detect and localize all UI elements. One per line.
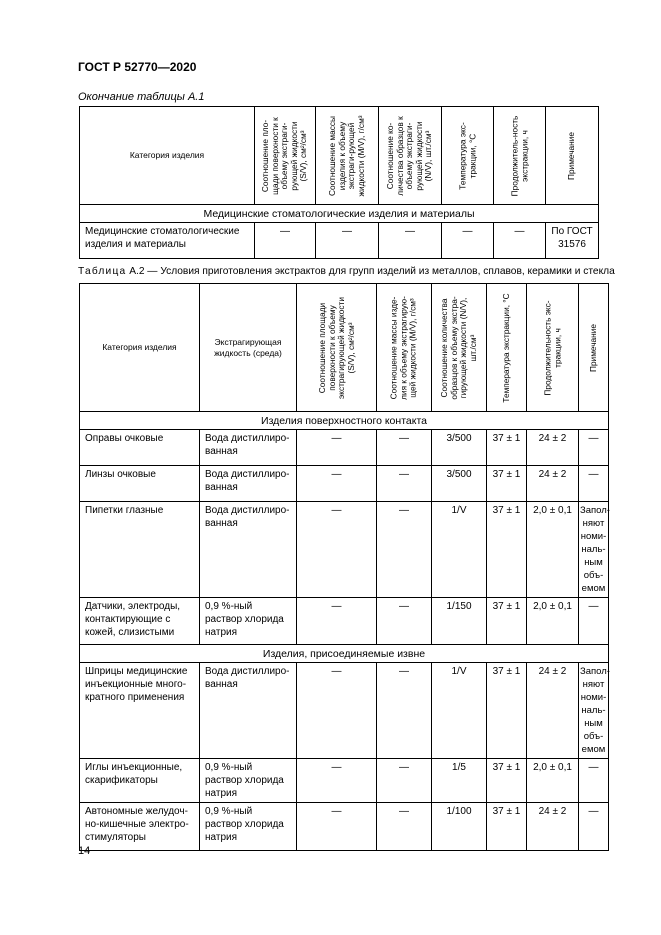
- table2-cell-duration: 2,0 ± 0,1: [527, 759, 579, 803]
- table2-section-row: [80, 645, 609, 663]
- table2-cell-medium: 0,9 %-ный раствор хлорида натрия: [200, 803, 297, 851]
- table2-header-note-text: Примечание: [587, 323, 598, 372]
- table-row: [80, 663, 609, 759]
- table2-cell-nv: 1/V: [432, 502, 487, 598]
- table-row: [80, 803, 609, 851]
- table2-cell-mv: —: [377, 663, 432, 759]
- table2-cell-duration: 2,0 ± 0,1: [527, 502, 579, 598]
- table2-cell-sv: —: [297, 759, 377, 803]
- table1-section-row: [80, 205, 599, 223]
- table2-header-nv: [432, 284, 487, 412]
- table1-header-duration-text: Продолжитель-ность экстракции, ч: [508, 115, 529, 196]
- table2-cell-category: Пипетки глазные: [80, 502, 200, 598]
- table2-cell-note: Запол-няют номи-наль-ным объ-емом: [579, 663, 609, 759]
- table2-section-title: Изделия поверхностного контакта: [80, 412, 609, 430]
- table1-header-nv: [379, 107, 442, 205]
- table2-cell-note: —: [579, 803, 609, 851]
- table2: [79, 283, 609, 851]
- table1-cell-note: По ГОСТ 31576: [546, 223, 599, 259]
- table1-caption: Окончание таблицы А.1: [78, 91, 205, 103]
- table-row: [80, 502, 609, 598]
- table2-cell-duration: 2,0 ± 0,1: [527, 598, 579, 645]
- table-row: [80, 598, 609, 645]
- table2-header-sv-text: Соотношение площади поверхности к объему экстрагирующей жидкости (S/V), см²/см³: [316, 296, 356, 399]
- table2-cell-temp: 37 ± 1: [487, 502, 527, 598]
- table1-header-row: [80, 107, 599, 205]
- table2-cell-duration: 24 ± 2: [527, 466, 579, 502]
- table2-cell-temp: 37 ± 1: [487, 803, 527, 851]
- table2-header-medium: Экстрагирующая жидкость (среда): [200, 284, 297, 412]
- table2-cell-medium: 0,9 %-ный раствор хлорида натрия: [200, 759, 297, 803]
- table2-cell-temp: 37 ± 1: [487, 430, 527, 466]
- table2-header-sv: [297, 284, 377, 412]
- table2-cell-sv: —: [297, 598, 377, 645]
- table2-cell-mv: —: [377, 502, 432, 598]
- table2-cell-sv: —: [297, 663, 377, 759]
- table2-caption-text: А.2 — Условия приготовления экстрактов для групп изделий из металлов, сплавов, керамики и стекла: [129, 266, 615, 277]
- table2-header-mv: [377, 284, 432, 412]
- table1-header-mv-text: Соотношение массы изделия к объему экстраги-рующей жидкости (M/V), г/см³: [326, 114, 366, 197]
- table2-cell-note: —: [579, 759, 609, 803]
- table2-header-duration-text: Продолжительность экс-тракции, ч: [541, 299, 562, 396]
- table2-cell-category: Иглы инъекционные, скарификаторы: [80, 759, 200, 803]
- table2-cell-medium: Вода дистиллиро-ванная: [200, 502, 297, 598]
- table2-cell-note: Запол-няют номи-наль-ным объ-емом: [579, 502, 609, 598]
- table2-cell-medium: Вода дистиллиро-ванная: [200, 430, 297, 466]
- table2-header-nv-text: Соотношение количества образцов к объему экстра-гирующей жидкости (N/V), шт./см³: [438, 295, 478, 400]
- table1-header-sv: [255, 107, 316, 205]
- table2-cell-nv: 3/500: [432, 466, 487, 502]
- table2-cell-duration: 24 ± 2: [527, 663, 579, 759]
- table2-cell-temp: 37 ± 1: [487, 598, 527, 645]
- table1-header-note: [546, 107, 599, 205]
- table1-header-temp-text: Температура экс-тракции, °С: [456, 121, 477, 190]
- table2-cell-category: Оправы очковые: [80, 430, 200, 466]
- table2-header-category: Категория изделия: [80, 284, 200, 412]
- table2-cell-temp: 37 ± 1: [487, 663, 527, 759]
- table2-cell-category: Шприцы медицинские инъекционные много-кратного применения: [80, 663, 200, 759]
- table2-cell-sv: —: [297, 466, 377, 502]
- table2-cell-nv: 1/150: [432, 598, 487, 645]
- table1-header-duration: [494, 107, 546, 205]
- table1-cell-mv: —: [316, 223, 379, 259]
- table2-cell-nv: 3/500: [432, 430, 487, 466]
- table1: [79, 106, 599, 259]
- table2-cell-medium: Вода дистиллиро-ванная: [200, 466, 297, 502]
- table1-cell-duration: —: [494, 223, 546, 259]
- table1-header-mv: [316, 107, 379, 205]
- table-row: [80, 430, 609, 466]
- table2-cell-note: —: [579, 598, 609, 645]
- table2-cell-nv: 1/100: [432, 803, 487, 851]
- table1-header-nv-text: Соотношение ко-личества образцов к объему экстраги-рующей жидкости (N/V), шт./см³: [385, 115, 434, 196]
- table2-header-duration: [527, 284, 579, 412]
- table2-cell-nv: 1/V: [432, 663, 487, 759]
- table-row: [80, 223, 599, 259]
- table1-section-title: Медицинские стоматологические изделия и материалы: [80, 205, 599, 223]
- table-row: [80, 466, 609, 502]
- table2-cell-mv: —: [377, 430, 432, 466]
- table2-cell-sv: —: [297, 430, 377, 466]
- table2-header-temp: [487, 284, 527, 412]
- table2-cell-mv: —: [377, 598, 432, 645]
- table2-cell-note: —: [579, 430, 609, 466]
- table2-cell-category: Датчики, электроды, контактирующие с кожей, слизистыми: [80, 598, 200, 645]
- table2-cell-category: Линзы очковые: [80, 466, 200, 502]
- table2-header-mv-text: Соотношение массы изде-лия к объему экстрагирую-щей жидкости (M/V), г/см³: [388, 295, 418, 400]
- table2-caption: [78, 266, 615, 277]
- table1-cell-temp: —: [442, 223, 494, 259]
- page-number: 14: [78, 845, 91, 857]
- table2-cell-temp: 37 ± 1: [487, 466, 527, 502]
- table2-header-note: [579, 284, 609, 412]
- table1-header-temp: [442, 107, 494, 205]
- table2-cell-temp: 37 ± 1: [487, 759, 527, 803]
- table2-header-temp-text: Температура экстракции, °С: [500, 292, 511, 403]
- table1-header-sv-text: Соотношение пло-щади поверхности к объему экстраги-рующей жидкости (S/V), см²/см³: [260, 116, 309, 195]
- table2-cell-nv: 1/5: [432, 759, 487, 803]
- table1-cell-nv: —: [379, 223, 442, 259]
- table2-cell-note: —: [579, 466, 609, 502]
- table2-cell-mv: —: [377, 759, 432, 803]
- table2-cell-medium: 0,9 %-ный раствор хлорида натрия: [200, 598, 297, 645]
- table2-section-title: Изделия, присоединяемые извне: [80, 645, 609, 663]
- table1-header-note-text: Примечание: [566, 131, 577, 180]
- table2-cell-medium: Вода дистиллиро-ванная: [200, 663, 297, 759]
- table2-cell-duration: 24 ± 2: [527, 803, 579, 851]
- document-header: ГОСТ Р 52770—2020: [78, 60, 197, 74]
- table2-cell-sv: —: [297, 502, 377, 598]
- table2-section-row: [80, 412, 609, 430]
- table2-cell-mv: —: [377, 466, 432, 502]
- table2-cell-sv: —: [297, 803, 377, 851]
- table1-cell-category: Медицинские стоматологические изделия и материалы: [80, 223, 255, 259]
- table1-header-category: Категория изделия: [80, 107, 255, 205]
- table2-cell-mv: —: [377, 803, 432, 851]
- table2-header-row: [80, 284, 609, 412]
- table2-cell-duration: 24 ± 2: [527, 430, 579, 466]
- table-row: [80, 759, 609, 803]
- table2-cell-category: Автономные желудоч-но-кишечные электро-стимуляторы: [80, 803, 200, 851]
- table1-cell-sv: —: [255, 223, 316, 259]
- table2-caption-label: Таблица: [78, 266, 127, 277]
